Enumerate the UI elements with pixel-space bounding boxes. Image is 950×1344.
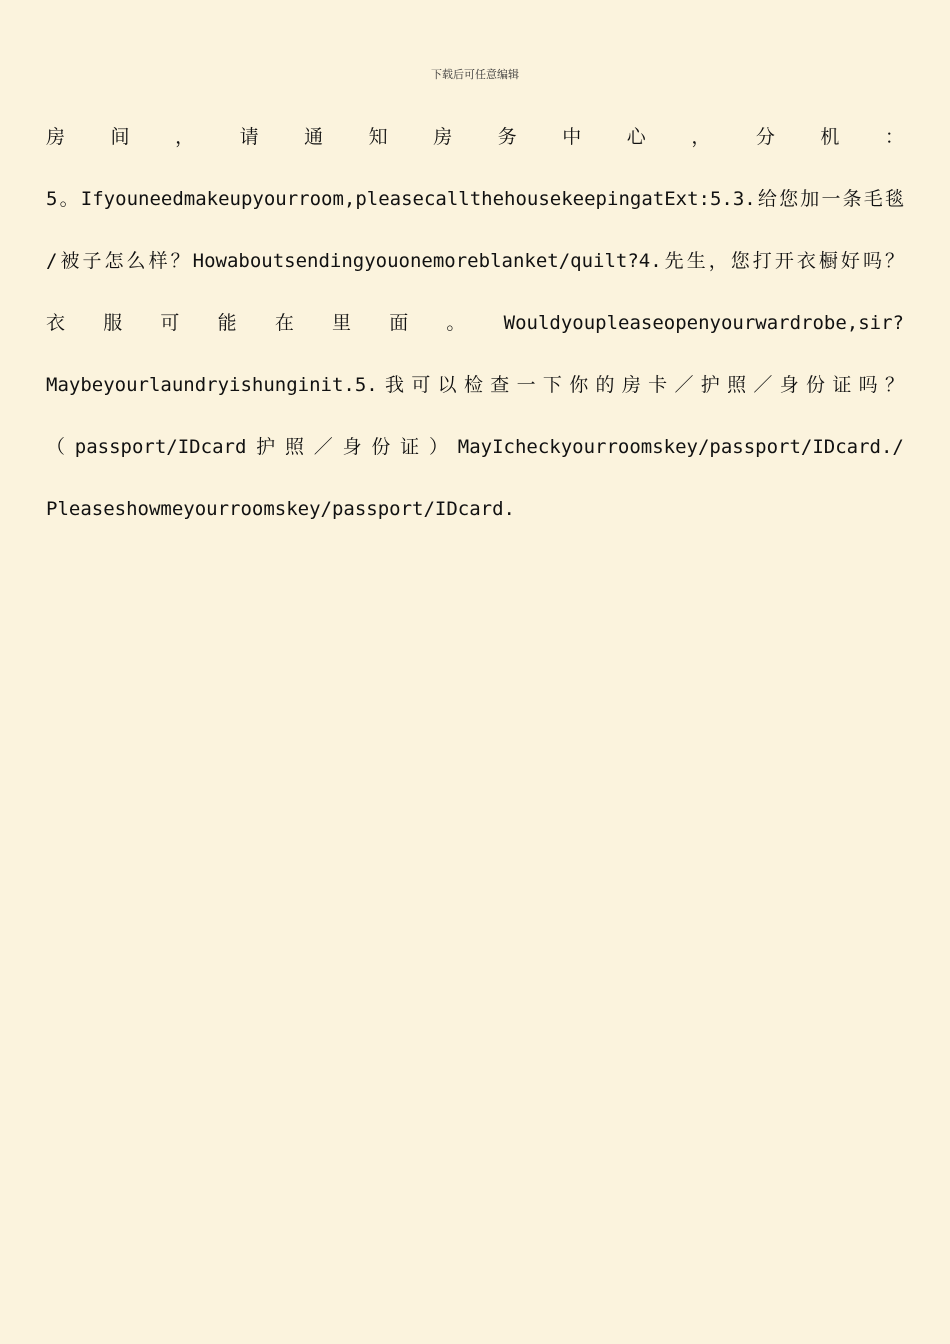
text-segment: 可 (160, 312, 180, 334)
text-segment: 里 (332, 312, 352, 334)
text-segment: 心 (626, 126, 646, 148)
text-segment: 身 (342, 436, 362, 458)
text-segment: 中 (562, 126, 582, 148)
text-segment: MayIcheckyourroomskey/passport/IDcard./ (457, 436, 904, 458)
text-segment: 请 (239, 126, 259, 148)
text-segment: ： (884, 126, 904, 148)
text-segment: passport/IDcard (74, 436, 247, 458)
text-segment: 房 (46, 126, 66, 148)
text-line-6 (46, 416, 904, 478)
text-line-1 (46, 106, 904, 168)
text-segment: ， (691, 126, 711, 148)
text-segment: 份 (371, 436, 391, 458)
text-segment: 证 (400, 436, 420, 458)
text-segment: 通 (304, 126, 324, 148)
text-segment: 分 (755, 126, 775, 148)
text-segment: ／ (313, 436, 333, 458)
text-line-3: /被子怎么样？Howaboutsendingyouonemoreblanket/quilt?4.先生，您打开衣橱好吗？ (46, 250, 904, 272)
text-segment: 能 (217, 312, 237, 334)
text-segment: 面 (389, 312, 409, 334)
text-segment: 机 (820, 126, 840, 148)
text-segment: 房 (433, 126, 453, 148)
text-segment: Wouldyoupleaseopenyourwardrobe,sir? (503, 312, 904, 334)
text-segment: 间 (110, 126, 130, 148)
text-line-5: Maybeyourlaundryishunginit.5.我可以检查一下你的房卡／护照／身份证吗？ (46, 374, 904, 396)
text-segment: ， (175, 126, 195, 148)
document-body (46, 106, 904, 540)
text-segment: 。 (446, 312, 466, 334)
text-segment: （ (46, 436, 66, 458)
text-segment: 服 (103, 312, 123, 334)
text-segment: 在 (274, 312, 294, 334)
text-line-2: 5。Ifyouneedmakeupyourroom,pleasecallthehousekeepingatExt:5.3.给您加一条毛毯 (46, 188, 904, 210)
text-segment: ） (428, 436, 448, 458)
text-segment: 照 (284, 436, 304, 458)
text-line-7: Pleaseshowmeyourroomskey/passport/IDcard. (46, 498, 515, 520)
text-line-4 (46, 292, 904, 354)
page-header: 下载后可任意编辑 (431, 68, 519, 81)
text-segment: 护 (256, 436, 276, 458)
text-segment: 衣 (46, 312, 66, 334)
text-segment: 务 (497, 126, 517, 148)
text-segment: 知 (368, 126, 388, 148)
